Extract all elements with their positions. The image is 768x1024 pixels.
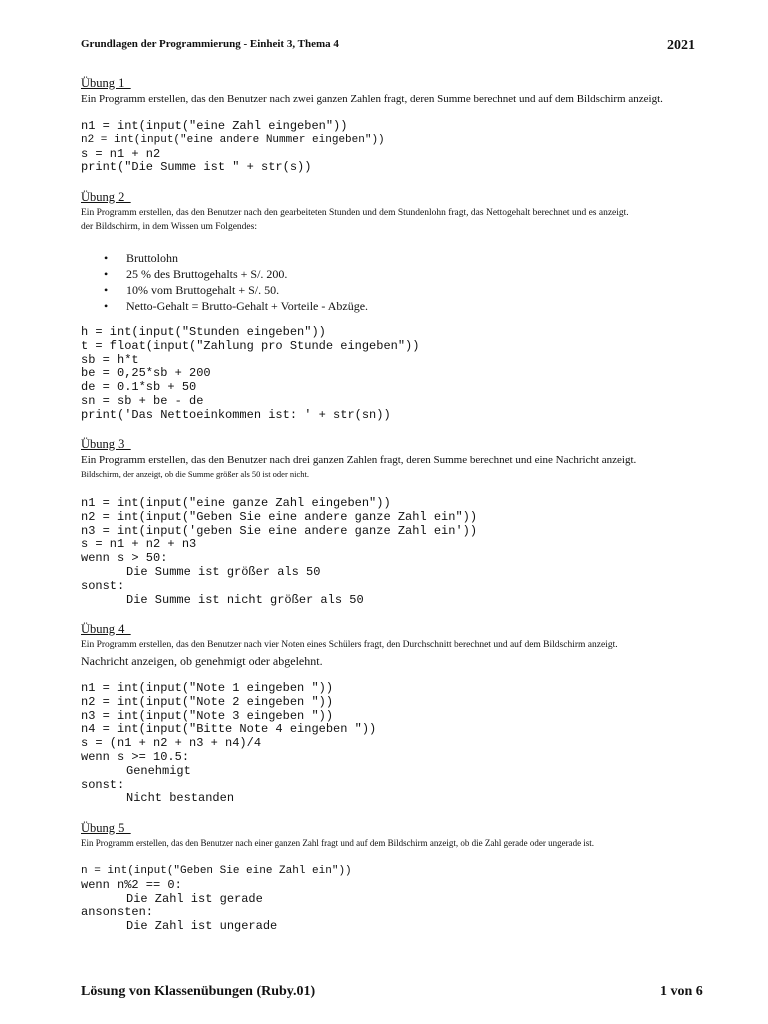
code-line: Die Zahl ist ungerade [126,919,278,934]
code-line: n3 = int(input('geben Sie eine andere ganze Zahl ein')) [81,523,478,538]
exercise-3-title: Übung 3 [81,437,131,451]
code-line: n2 = int(input("Geben Sie eine andere ganze Zahl ein")) [81,509,478,524]
exercise-5-title: Übung 5 [81,821,131,835]
bullet-icon: • [104,299,109,313]
code-line: n1 = int(input("eine Zahl eingeben")) [81,119,348,133]
exercise-5-code [81,865,352,934]
code-line: de = 0.1*sb + 50 [81,380,197,395]
exercise-2-description-line-2: der Bildschirm, in dem Wissen um Folgendes: [81,222,257,232]
list-item [104,250,368,266]
exercise-4-title: Übung 4 [81,622,131,636]
code-line: s = n1 + n2 [81,146,161,161]
list-item [104,282,368,298]
exercise-2-bullet-list [104,250,368,314]
code-line: Die Summe ist größer als 50 [126,564,321,579]
code-line: Die Summe ist nicht größer als 50 [126,592,364,607]
code-line: s = (n1 + n2 + n3 + n4)/4 [81,736,262,751]
code-line: s = n1 + n2 + n3 [81,537,197,552]
code-line: h = int(input("Stunden eingeben")) [81,325,326,339]
code-line: t = float(input("Zahlung pro Stunde eingeben")) [81,338,420,353]
code-line: n3 = int(input("Note 3 eingeben ")) [81,708,334,723]
code-line: n2 = int(input("Note 2 eingeben ")) [81,694,334,709]
bullet-icon: • [104,283,109,297]
exercise-1-title: Übung 1 [81,76,131,90]
code-line: Nicht bestanden [126,791,235,806]
exercise-3-code [81,497,477,607]
exercise-4-code [81,682,376,806]
code-line: Die Zahl ist gerade [126,891,263,906]
list-item [104,298,368,314]
code-line: sonst: [81,777,125,792]
exercise-2-description-line-1: Ein Programm erstellen, das den Benutzer nach den gearbeiteten Stunden und dem Stundenlohn fragt, das Nettogehalt berechnet und es anzeigt. [81,208,629,218]
code-line: n = int(input("Geben Sie eine Zahl ein")) [81,865,352,877]
code-line: wenn n%2 == 0: [81,877,182,892]
code-line: sonst: [81,578,125,593]
code-line: sn = sb + be - de [81,393,204,408]
exercise-4-description-line-1: Ein Programm erstellen, das den Benutzer nach vier Noten eines Schülers fragt, den Durchschnitt berechnet und auf dem Bildschirm anzeigt. [81,640,618,650]
exercise-1-code [81,120,385,175]
document-header-year: 2021 [667,38,695,53]
bullet-icon: • [104,251,109,265]
bullet-icon: • [104,267,109,281]
document-footer-title: Lösung von Klassenübungen (Ruby.01) [81,984,316,999]
code-line: wenn s > 50: [81,551,168,566]
exercise-5-description: Ein Programm erstellen, das den Benutzer nach einer ganzen Zahl fragt und auf dem Bildschirm anzeigt, ob die Zahl gerade oder ungerade ist. [81,838,595,848]
exercise-3-description-line-1: Ein Programm erstellen, das den Benutzer nach drei ganzen Zahlen fragt, deren Summe berechnet und eine Nachricht anzeigt. [81,454,637,466]
list-item-text: 25 % des Bruttogehalts + S/. 200. [126,267,288,281]
code-line: be = 0,25*sb + 200 [81,366,211,381]
code-line: print('Das Nettoeinkommen ist: ' + str(sn)) [81,407,391,422]
exercise-2-code [81,326,419,423]
code-line: print("Die Summe ist " + str(s)) [81,160,312,175]
exercise-4-description-line-2: Nachricht anzeigen, ob genehmigt oder abgelehnt. [81,654,323,668]
exercise-3-description-line-2: Bildschirm, der anzeigt, ob die Summe größer als 50 ist oder nicht. [81,469,310,479]
code-line: sb = h*t [81,352,139,367]
document-header-title: Grundlagen der Programmierung - Einheit 3, Thema 4 [81,38,339,50]
exercise-2-title: Übung 2 [81,190,131,204]
list-item-text: 10% vom Bruttogehalt + S/. 50. [126,283,280,297]
code-line: Genehmigt [126,763,191,778]
list-item [104,266,368,282]
exercise-1-description: Ein Programm erstellen, das den Benutzer nach zwei ganzen Zahlen fragt, deren Summe berechnet und auf dem Bildschirm anzeigt. [81,93,663,105]
code-line: n2 = int(input("eine andere Nummer eingeben")) [81,133,385,146]
list-item-text: Netto-Gehalt = Brutto-Gehalt + Vorteile - Abzüge. [126,299,369,313]
code-line: wenn s >= 10.5: [81,749,190,764]
page-number: 1 von 6 [660,984,703,999]
code-line: ansonsten: [81,905,154,920]
code-line: n1 = int(input("Note 1 eingeben ")) [81,681,334,695]
list-item-text: Bruttolohn [126,251,179,265]
code-line: n4 = int(input("Bitte Note 4 eingeben ")) [81,722,377,737]
code-line: n1 = int(input("eine ganze Zahl eingeben")) [81,496,391,510]
